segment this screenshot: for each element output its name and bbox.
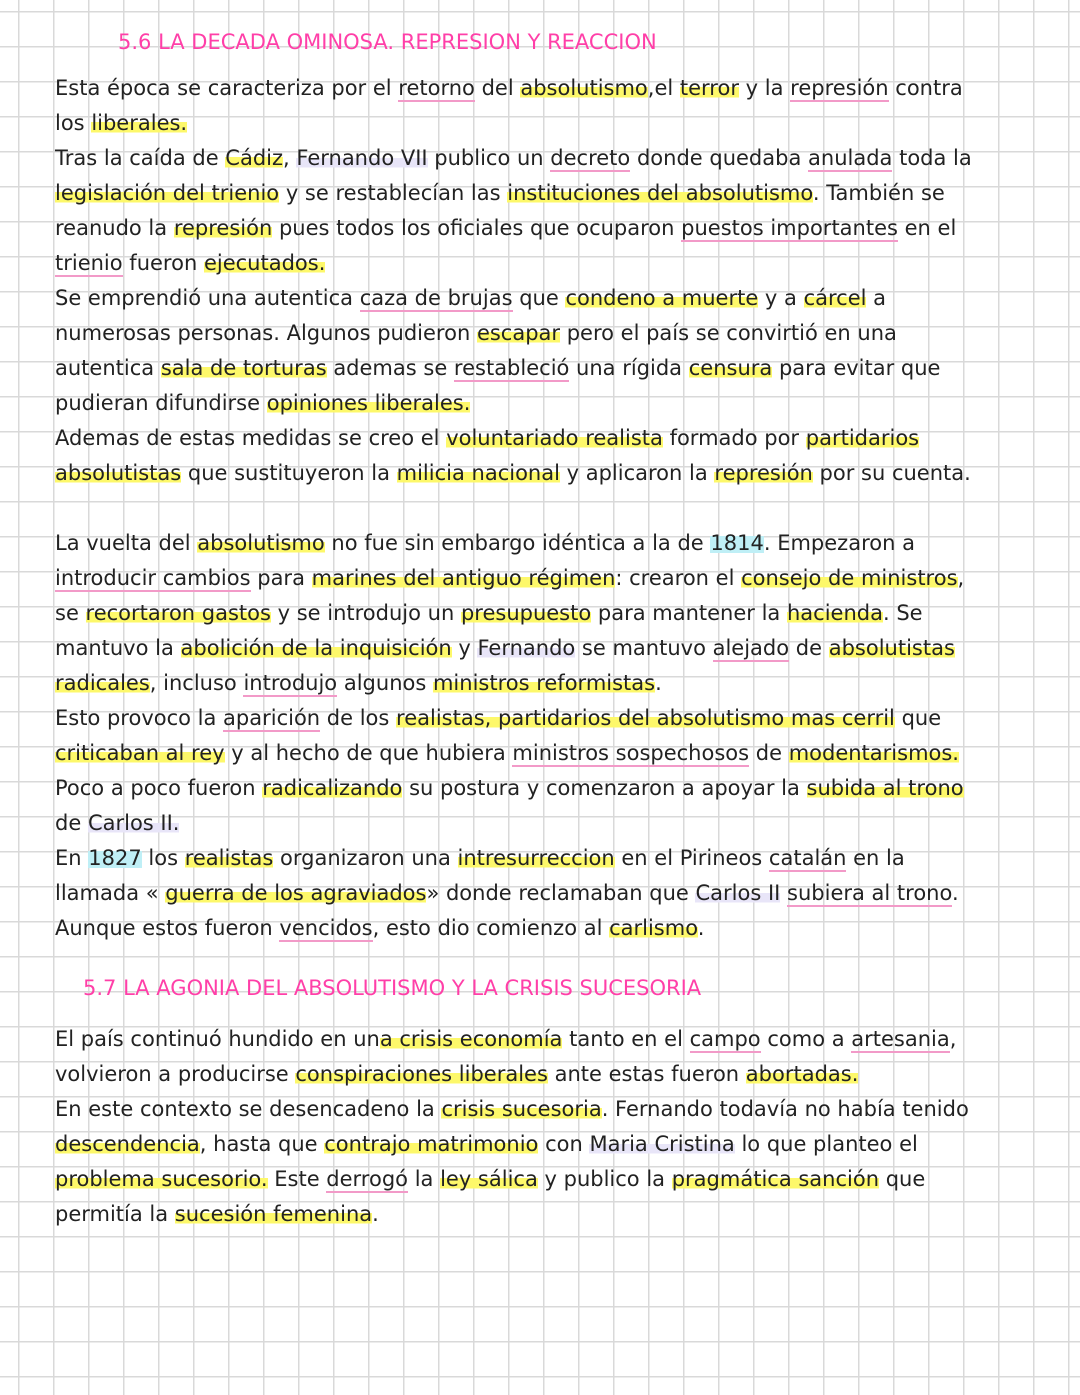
text-segment: a: [866, 286, 887, 310]
text-segment: ,: [283, 146, 297, 170]
text-line: [55, 806, 179, 841]
text-segment: Se emprendió una autentica: [55, 286, 360, 310]
text-segment: volvieron a producirse: [55, 1062, 296, 1086]
marked-text: absolutistas: [828, 636, 955, 660]
text-line: [55, 1022, 956, 1057]
marked-text: Cádiz: [225, 146, 284, 170]
text-line: [55, 1092, 969, 1127]
marked-text: partidarios: [805, 426, 920, 450]
text-segment: Esta época se caracteriza por el: [55, 76, 399, 100]
marked-text: absolutismo: [520, 76, 648, 100]
text-segment: donde quedaba: [630, 146, 809, 170]
text-line: [55, 1057, 858, 1092]
text-segment: su postura y comenzaron a apoyar la: [402, 776, 807, 800]
text-segment: los: [141, 846, 185, 870]
text-segment: que: [879, 1167, 926, 1191]
marked-text: criticaban al rey: [55, 741, 225, 765]
text-segment: permitía la: [55, 1202, 175, 1226]
text-segment: no fue sin embargo idéntica a la de: [324, 531, 711, 555]
text-line: [55, 701, 941, 736]
marked-text: conspiraciones liberales: [295, 1062, 548, 1086]
marked-text: Fernando: [477, 636, 576, 660]
marked-text: opiniones liberales.: [266, 391, 471, 415]
text-segment: .: [697, 916, 705, 940]
text-segment: Esto provoco la: [55, 706, 224, 730]
marked-text: restableció: [453, 356, 570, 380]
marked-text: realistas: [184, 846, 274, 870]
text-segment: formado por: [662, 426, 806, 450]
marked-text: intresurreccion: [457, 846, 615, 870]
text-segment: se mantuvo: [575, 636, 713, 660]
text-segment: .: [655, 671, 662, 695]
marked-text: abortadas.: [745, 1062, 859, 1086]
marked-text: catalán: [768, 846, 847, 870]
marked-text: sucesión femenina: [174, 1202, 373, 1226]
marked-text: caza de brujas: [359, 286, 513, 310]
marked-text: subiera al trono: [787, 881, 952, 905]
text-segment: pero el país se convirtió en una: [560, 321, 897, 345]
marked-text: puestos importantes: [681, 216, 898, 240]
text-line: [55, 1162, 925, 1197]
text-segment: numerosas personas. Algunos pudieron: [55, 321, 477, 345]
marked-text: derrogó: [326, 1167, 409, 1191]
text-segment: de: [789, 636, 829, 660]
text-segment: y a: [758, 286, 804, 310]
text-line: [55, 561, 964, 596]
text-segment: El país continuó hundido en un: [55, 1027, 380, 1051]
text-segment: que: [894, 706, 942, 730]
marked-text: descendencia: [55, 1132, 200, 1156]
text-segment: publico un: [427, 146, 551, 170]
marked-text: terror: [679, 76, 739, 100]
text-segment: . También se: [812, 181, 945, 205]
text-segment: y: [451, 636, 478, 660]
text-segment: .: [372, 1202, 379, 1226]
text-line: [55, 421, 919, 456]
text-segment: » donde reclamaban que: [426, 881, 696, 905]
text-segment: Este: [267, 1167, 327, 1191]
marked-text: trienio: [55, 251, 123, 275]
marked-text: introdujo: [243, 671, 338, 695]
text-segment: y se introdujo un: [270, 601, 461, 625]
text-segment: Poco a poco fueron: [55, 776, 263, 800]
text-segment: La vuelta del: [55, 531, 198, 555]
marked-text: milicia nacional: [396, 461, 560, 485]
marked-text: vencidos: [279, 916, 373, 940]
text-segment: de los: [320, 706, 397, 730]
marked-text: liberales.: [91, 111, 188, 135]
marked-text: radicalizando: [262, 776, 403, 800]
text-segment: contra: [888, 76, 963, 100]
text-segment: y aplicaron la: [559, 461, 715, 485]
text-segment: una rígida: [569, 356, 689, 380]
marked-text: aparición: [223, 706, 321, 730]
text-segment: para mantener la: [591, 601, 787, 625]
marked-text: absolutismo: [197, 531, 325, 555]
text-segment: como a: [760, 1027, 852, 1051]
text-segment: organizaron una: [273, 846, 458, 870]
marked-text: 1814: [710, 531, 764, 555]
text-line: [55, 106, 187, 141]
text-segment: y la: [738, 76, 791, 100]
marked-text: a crisis economía: [379, 1027, 563, 1051]
marked-text: decreto: [550, 146, 631, 170]
text-line: [55, 141, 972, 176]
text-segment: pudieran difundirse: [55, 391, 267, 415]
text-segment: toda la: [892, 146, 972, 170]
marked-text: represión: [173, 216, 273, 240]
marked-text: ejecutados.: [203, 251, 326, 275]
text-line: [55, 176, 945, 211]
text-segment: . Empezaron a: [763, 531, 915, 555]
marked-text: presupuesto: [460, 601, 592, 625]
text-segment: para evitar que: [772, 356, 941, 380]
marked-text: Carlos II: [695, 881, 781, 905]
text-segment: En: [55, 846, 89, 870]
text-line: [55, 771, 964, 806]
text-segment: del: [474, 76, 521, 100]
text-segment: ,: [957, 566, 965, 590]
text-segment: autentica: [55, 356, 161, 380]
text-segment: en la: [846, 846, 905, 870]
marked-text: problema sucesorio.: [55, 1167, 268, 1191]
marked-text: artesania: [851, 1027, 950, 1051]
text-line: [55, 386, 470, 421]
marked-text: cárcel: [803, 286, 867, 310]
text-segment: ,el: [647, 76, 680, 100]
text-segment: lo que planteo el: [734, 1132, 918, 1156]
text-segment: con: [538, 1132, 590, 1156]
text-segment: . Fernando todavía no había tenido: [601, 1097, 969, 1121]
marked-text: instituciones del absolutismo: [507, 181, 813, 205]
text-segment: En este contexto se desencadeno la: [55, 1097, 442, 1121]
text-line: [55, 631, 955, 666]
section-heading-5-7: 5.7 LA AGONIA DEL ABSOLUTISMO Y LA CRISIS SUCESORIA: [83, 976, 702, 1000]
marked-text: Carlos II.: [87, 811, 180, 835]
section-heading-5-6: 5.6 LA DECADA OMINOSA. REPRESION Y REACCION: [118, 30, 657, 54]
text-segment: fueron: [122, 251, 204, 275]
text-line: [55, 246, 325, 281]
text-segment: en el Pirineos: [614, 846, 769, 870]
text-line: [55, 911, 704, 946]
text-segment: y al hecho de que hubiera: [224, 741, 513, 765]
text-line: [55, 1127, 918, 1162]
marked-text: pragmática sanción: [671, 1167, 880, 1191]
text-segment: reanudo la: [55, 216, 174, 240]
marked-text: Maria Cristina: [589, 1132, 735, 1156]
text-segment: ademas se: [326, 356, 454, 380]
text-segment: , esto dio comienzo al: [372, 916, 610, 940]
text-line: [55, 71, 963, 106]
marked-text: alejado: [712, 636, 790, 660]
text-segment: , hasta que: [199, 1132, 325, 1156]
marked-text: ley sálica: [440, 1167, 538, 1191]
text-segment: y se restablecían las: [279, 181, 508, 205]
text-segment: Tras la caída de: [55, 146, 226, 170]
text-segment: se: [55, 601, 86, 625]
marked-text: ministros reformistas: [432, 671, 656, 695]
marked-text: carlismo: [609, 916, 698, 940]
marked-text: consejo de ministros: [741, 566, 958, 590]
marked-text: anulada: [808, 146, 893, 170]
marked-text: legislación del trienio: [55, 181, 280, 205]
marked-text: crisis sucesoria: [441, 1097, 602, 1121]
text-segment: y publico la: [537, 1167, 672, 1191]
text-segment: la: [408, 1167, 441, 1191]
marked-text: guerra de los agraviados: [165, 881, 427, 905]
marked-text: represión: [714, 461, 813, 485]
text-segment: para: [250, 566, 312, 590]
text-segment: que sustituyeron la: [181, 461, 397, 485]
text-segment: ,: [949, 1027, 957, 1051]
text-line: [55, 316, 897, 351]
text-line: [55, 526, 915, 561]
marked-text: marines del antiguo régimen: [311, 566, 616, 590]
text-line: [55, 1197, 379, 1232]
marked-text: Fernando VII: [296, 146, 428, 170]
marked-text: sala de torturas: [160, 356, 327, 380]
text-line: [55, 736, 959, 771]
text-line: [55, 596, 923, 631]
text-segment: . Se: [882, 601, 923, 625]
marked-text: abolición de la inquisición: [180, 636, 452, 660]
marked-text: introducir cambios: [55, 566, 251, 590]
marked-text: modentarismos.: [788, 741, 959, 765]
marked-text: radicales: [55, 671, 150, 695]
marked-text: contrajo matrimonio: [324, 1132, 539, 1156]
marked-text: retorno: [398, 76, 475, 100]
text-segment: Ademas de estas medidas se creo el: [55, 426, 447, 450]
text-segment: de: [55, 811, 88, 835]
text-line: [55, 211, 956, 246]
marked-text: escapar: [476, 321, 561, 345]
marked-text: hacienda: [786, 601, 883, 625]
text-line: [55, 841, 905, 876]
marked-text: absolutistas: [55, 461, 182, 485]
marked-text: recortaron gastos: [85, 601, 271, 625]
text-line: [55, 876, 959, 911]
text-segment: tanto en el: [562, 1027, 690, 1051]
text-segment: Aunque estos fueron: [55, 916, 280, 940]
marked-text: voluntariado realista: [446, 426, 663, 450]
marked-text: 1827: [88, 846, 142, 870]
marked-text: realistas, partidarios del absolutismo mas cerril: [396, 706, 895, 730]
text-segment: algunos: [337, 671, 433, 695]
marked-text: condeno a muerte: [565, 286, 759, 310]
text-segment: en el: [897, 216, 957, 240]
marked-text: censura: [688, 356, 773, 380]
marked-text: represión: [790, 76, 889, 100]
text-line: [55, 456, 971, 491]
text-segment: de: [749, 741, 789, 765]
text-segment: ante estas fueron: [547, 1062, 746, 1086]
text-segment: por su cuenta.: [812, 461, 971, 485]
text-line: [55, 281, 886, 316]
text-segment: .: [951, 881, 959, 905]
marked-text: ministros sospechosos: [512, 741, 750, 765]
text-segment: los: [55, 111, 92, 135]
text-line: [55, 666, 662, 701]
text-line: [55, 351, 940, 386]
text-segment: , incluso: [149, 671, 244, 695]
text-segment: mantuvo la: [55, 636, 181, 660]
text-segment: : crearon el: [615, 566, 742, 590]
text-segment: que: [512, 286, 566, 310]
marked-text: campo: [689, 1027, 761, 1051]
marked-text: subida al trono: [806, 776, 964, 800]
text-segment: pues todos los oficiales que ocuparon: [272, 216, 682, 240]
text-segment: llamada «: [55, 881, 166, 905]
